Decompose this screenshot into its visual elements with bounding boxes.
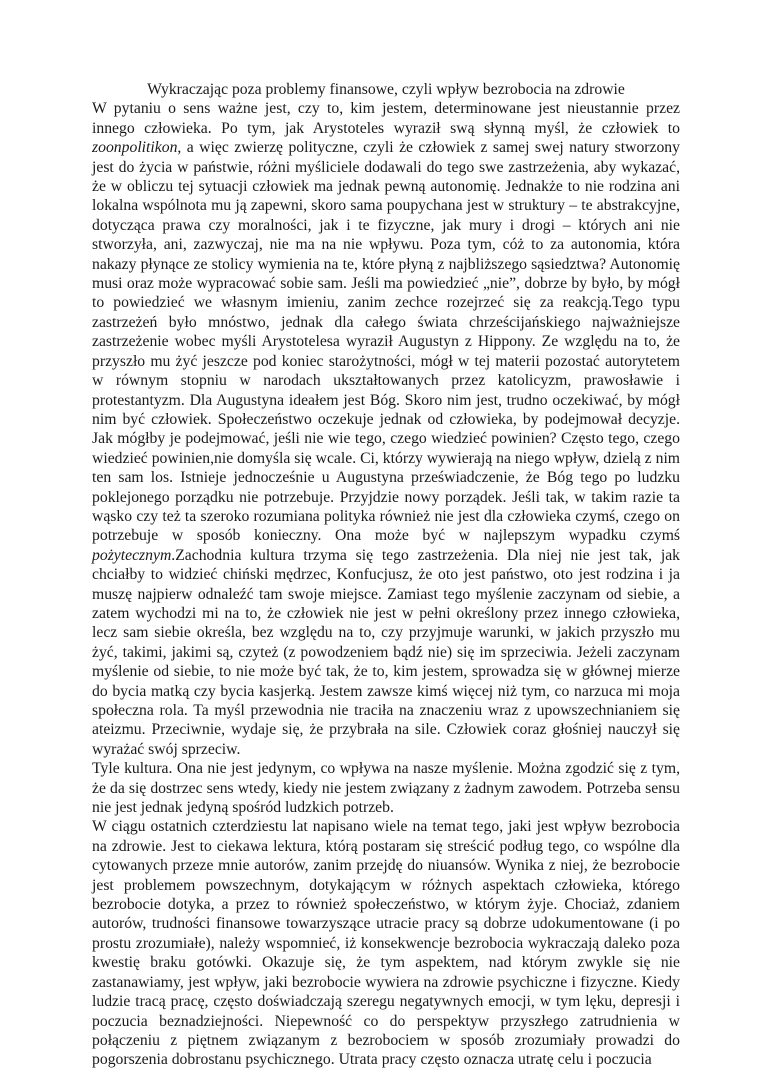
italic-term: zoonpolitikon <box>92 139 178 157</box>
paragraph-2 <box>92 759 680 817</box>
paragraph-text: W ciągu ostatnich czterdziestu lat napisano wiele na temat tego, jaki jest wpływ bezrobocia na zdrowie. Jest to ciekawa lektura, którą postaram się streścić podług tego, co wspólne dla cytowanych przeze mnie autorów, zanim przejdę do niuansów. Wynika z niej, że bezrobocie jest problemem powszechnym, dotykającym w różnych aspektach człowieka, którego bezrobocie dotyka, a przez to również społeczeństwo, w którym żyje. Chociaż, zdaniem autorów, trudności finansowe towarzyszące utracie pracy są dobrze udokumentowane (i po prostu zrozumiałe), należy wspomnieć, iż konsekwencje bezrobocia wykraczają daleko poza kwestię braku gotówki. Okazuje się, że tym aspektem, nad którym zwykle się nie zastanawiamy, jest wpływ, jaki bezrobocie wywiera na zdrowie psychiczne i fizyczne. Kiedy ludzie tracą pracę, często doświadczają szeregu negatywnych emocji, w tym lęku, depresji i poczucia beznadziejności. Niepewność co do perspektyw przyszłego zatrudnienia w połączeniu z piętnem związanym z bezrobociem w sposób zrozumiały prowadzi do pogorszenia dobrostanu psychicznego. Utrata pracy często oznacza utratę celu i poczucia <box>92 818 680 1069</box>
paragraph-text: Tyle kultura. Ona nie jest jedynym, co wpływa na nasze myślenie. Można zgodzić się z tym, że da się dostrzec sens wtedy, kiedy nie jestem związany z żadnym zawodem. Potrzeba sensu nie jest jednak jedyną spośród ludzkich potrzeb. <box>92 760 680 817</box>
document-title: Wykraczając poza problemy finansowe, czyli wpływ bezrobocia na zdrowie <box>147 81 625 98</box>
italic-term: pożytecznym <box>92 546 172 564</box>
document-page <box>92 80 680 1070</box>
paragraph-3 <box>92 817 680 1069</box>
paragraph-text: W pytaniu o sens ważne jest, czy to, kim jestem, determinowane jest nieustannie przez innego człowieka. Po tym, jak Arystoteles wyraził swą słynną myśl, że człowiek to <box>92 100 680 137</box>
paragraph-1 <box>92 99 680 759</box>
paragraph-text: .Zachodnia kultura trzyma się tego zastrzeżenia. Dla niej nie jest tak, jak chciałby to widzieć chiński mędrzec, Konfucjusz, że oto jest państwo, oto jest rodzina i ja muszę najpierw odnaleźć tam swoje miejsce. Zamiast tego myślenie zaczynam od siebie, a zatem wychodzi mi na to, że człowiek nie jest w pełni określony przez innego człowieka, lecz sam siebie określa, bez względu na to, czy przyjmuje warunki, w jakich przyszło mu żyć, takimi, jakimi są, czyteż (z powodzeniem bądź nie) się im sprzeciwia. Jeżeli zaczynam myślenie od siebie, to nie może być tak, że to, kim jestem, sprowadza się w głównej mierze do bycia matką czy bycia kasjerką. Jestem zawsze kimś więcej niż tym, co narzuca mi moja społeczna rola. Ta myśl przewodnia nie traciła na znaczeniu wraz z upowszechnianiem się ateizmu. Przeciwnie, wydaje się, że przybrała na sile. Człowiek coraz głośniej nauczył się wyrażać swój sprzeciw. <box>92 546 680 758</box>
paragraph-text: , a więc zwierzę polityczne, czyli że człowiek z samej swej natury stworzony jest do życia w państwie, różni myśliciele dodawali do tego swe zastrzeżenia, aby wykazać, że w obliczu tej sytuacji człowiek ma jednak pewną autonomię. Jednakże to nie rodzina ani lokalna wspólnota mu ją zapewni, skoro sama poupychana jest w struktury – te abstrakcyjne, dotycząca prawa czy moralności, jak i te fizyczne, jak mury i drogi – których ani nie stworzyła, ani, zazwyczaj, nie ma na nie wpływu. Poza tym, cóż to za autonomia, która nakazy płynące ze stolicy wymienia na te, które płyną z najbliższego sąsiedztwa? Autonomię musi oraz może wypracować sobie sam. Jeśli ma powiedzieć „nie”, dobrze by było, by mógł to powiedzieć we własnym imieniu, zanim zechce rozejrzeć się za reakcją.Tego typu zastrzeżeń było mnóstwo, jednak dla całego świata chrześcijańskiego najważniejsze zastrzeżenie wobec myśli Arystotelesa wyraził Augustyn z Hippony. Ze względu na to, że przyszło mu żyć jeszcze pod koniec starożytności, mógł w tej materii pozostać autorytetem w równym stopniu w narodach ukształtowanych przez katolicyzm, prawosławie i protestantyzm. Dla Augustyna ideałem jest Bóg. Skoro nim jest, trudno oczekiwać, by mógł nim być człowiek. Społeczeństwo oczekuje jednak od człowieka, by podejmował decyzje. Jak mógłby je podejmować, jeśli nie wie tego, czego wiedzieć powinien? Często tego, czego wiedzieć powinien,nie domyśla się wcale. Ci, którzy wywierają na niego wpływ, dzielą z nim ten sam los. Istnieje jednocześnie u Augustyna przeświadczenie, że Bóg tego po ludzku poklejonego porządku nie potrzebuje. Przyjdzie nowy porządek. Jeśli tak, w takim razie ta wąsko czy też ta szeroko rozumiana polityka również nie jest dla człowieka czymś, czego on potrzebuje w sposób konieczny. Ona może być w najlepszym wypadku czymś <box>92 139 680 545</box>
